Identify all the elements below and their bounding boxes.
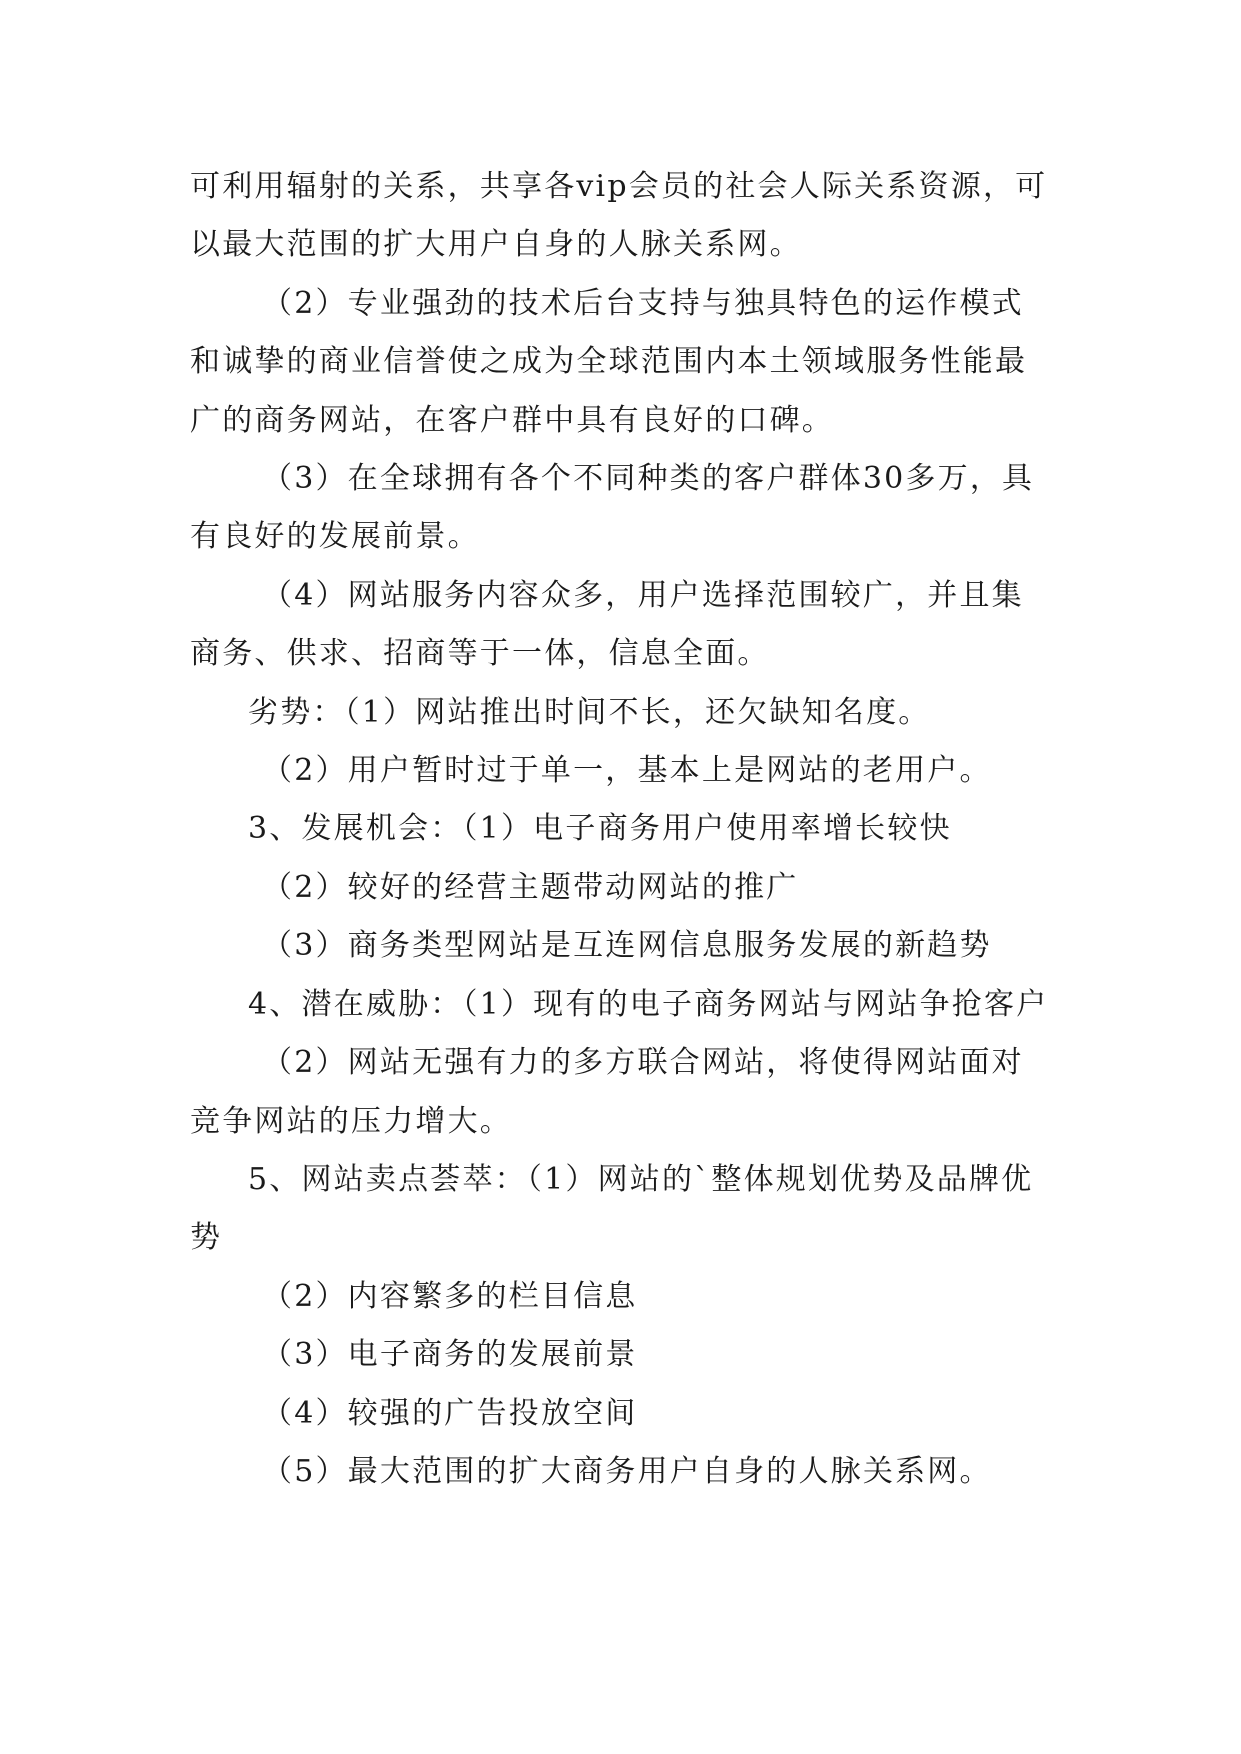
paragraph: 5、网站卖点荟萃：（1）网站的`整体规划优势及品牌优势 xyxy=(190,1161,1034,1256)
paragraph: （2）网站无强有力的多方联合网站，将使得网站面对竞争网站的压力增大。 xyxy=(190,1045,1024,1139)
paragraph: （2）用户暂时过于单一，基本上是网站的老用户。 xyxy=(262,753,992,789)
document-body xyxy=(190,158,1056,1501)
paragraph: （3）商务类型网站是互连网信息服务发展的新趋势 xyxy=(262,928,992,964)
paragraph: （4）网站服务内容众多，用户选择范围较广，并且集商务、供求、招商等于一体，信息全面。 xyxy=(190,577,1024,672)
paragraph: （2）内容繁多的栏目信息 xyxy=(262,1278,638,1314)
paragraph: 劣势：（1）网站推出时间不长，还欠缺知名度。 xyxy=(248,694,931,730)
paragraph: （4）较强的广告投放空间 xyxy=(262,1395,638,1431)
paragraph: （5）最大范围的扩大商务用户自身的人脉关系网。 xyxy=(262,1453,992,1489)
paragraph: （3）在全球拥有各个不同种类的客户群体30多万，具有良好的发展前景。 xyxy=(190,461,1035,555)
paragraph: 可利用辐射的关系，共享各vip会员的社会人际关系资源，可以最大范围的扩大用户自身的人脉关系网。 xyxy=(190,169,1048,263)
paragraph: 3、发展机会：（1）电子商务用户使用率增长较快 xyxy=(248,811,952,847)
paragraph: （2）专业强劲的技术后台支持与独具特色的运作模式和诚挚的商业信誉使之成为全球范围内本土领域服务性能最广的商务网站，在客户群中具有良好的口碑。 xyxy=(190,285,1028,438)
paragraph: 4、潜在威胁：（1）现有的电子商务网站与网站争抢客户 xyxy=(248,986,1049,1022)
paragraph: （2）较好的经营主题带动网站的推广 xyxy=(262,869,799,905)
paragraph: （3）电子商务的发展前景 xyxy=(262,1337,638,1373)
